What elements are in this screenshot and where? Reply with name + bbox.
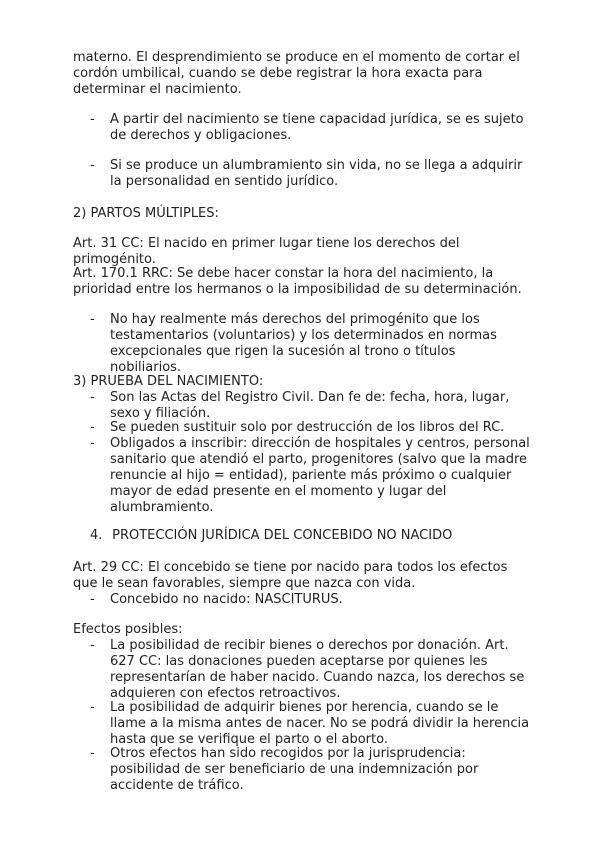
bullet-item: [90, 700, 530, 748]
art170-paragraph: Art. 170.1 RRC: Se debe hacer constar la hora del nacimiento, la prioridad entre los hermanos o la imposibilidad de su determinación.: [73, 266, 522, 297]
bullet-dash: -: [90, 420, 95, 435]
section-heading-proteccion: [90, 528, 452, 544]
bullet-dash: -: [90, 592, 95, 607]
bullet-dash: -: [90, 112, 95, 127]
bullet-item: [90, 420, 530, 436]
bullet-text: Si se produce un alumbramiento sin vida, no se llega a adquirir la personalidad en sentido jurídico.: [110, 158, 523, 189]
bullet-item: [90, 112, 530, 144]
section-number: 4.: [90, 528, 103, 543]
bullet-item: [90, 312, 530, 376]
bullet-item: [90, 746, 530, 794]
bullet-text: La posibilidad de recibir bienes o derechos por donación. Art. 627 CC: las donaciones pueden aceptarse por quienes les representarían de haber nacido. Cuando nazca, los derechos se adquieren con efectos retroactivos.: [110, 638, 525, 701]
bullet-item: [90, 638, 530, 702]
bullet-item: [90, 390, 530, 422]
bullet-text: La posibilidad de adquirir bienes por herencia, cuando se le llame a la misma antes de nacer. No se podrá dividir la herencia hasta que se verifique el parto o el aborto.: [110, 700, 530, 747]
bullet-dash: -: [90, 390, 95, 405]
art29-paragraph: Art. 29 CC: El concebido se tiene por nacido para todos los efectos que le sean favorables, siempre que nazca con vida.: [73, 560, 508, 591]
bullet-dash: -: [90, 700, 95, 715]
bullet-item: [90, 436, 530, 516]
section-heading-partos: 2) PARTOS MÚLTIPLES:: [73, 206, 219, 221]
bullet-dash: -: [90, 638, 95, 653]
bullet-text: Obligados a inscribir: dirección de hospitales y centros, personal sanitario que atendió el parto, progenitores (salvo que la madre renuncie al hijo = entidad), pariente más próximo o cualquier mayor de edad presente en el momento y lugar del alumbramiento.: [110, 436, 530, 515]
bullet-dash: -: [90, 312, 95, 327]
bullet-text: Otros efectos han sido recogidos por la jurisprudencia: posibilidad de ser beneficiario de una indemnización por accidente de tráfico.: [110, 746, 479, 793]
bullet-text: A partir del nacimiento se tiene capacidad jurídica, se es sujeto de derechos y obligaciones.: [110, 112, 524, 143]
bullet-text: No hay realmente más derechos del primogénito que los testamentarios (voluntarios) y los determinados en normas excepcionales que rigen la sucesión al trono o títulos nobiliarios.: [110, 312, 497, 375]
efectos-label: Efectos posibles:: [73, 622, 183, 637]
bullet-item: [90, 158, 530, 190]
art31-paragraph: Art. 31 CC: El nacido en primer lugar tiene los derechos del primogénito.: [73, 236, 460, 267]
bullet-item: [90, 592, 530, 608]
section-title: PROTECCIÓN JURÍDICA DEL CONCEBIDO NO NACIDO: [112, 528, 453, 543]
intro-paragraph: materno. El desprendimiento se produce en el momento de cortar el cordón umbilical, cuando se debe registrar la hora exacta para determinar el nacimiento.: [73, 50, 520, 97]
bullet-dash: -: [90, 158, 95, 173]
bullet-text: Concebido no nacido: NASCITURUS.: [110, 592, 343, 607]
bullet-dash: -: [90, 436, 95, 451]
bullet-text: Se pueden sustituir solo por destrucción de los libros del RC.: [110, 420, 505, 435]
bullet-dash: -: [90, 746, 95, 761]
section-heading-prueba: 3) PRUEBA DEL NACIMIENTO:: [73, 374, 264, 389]
bullet-text: Son las Actas del Registro Civil. Dan fe de: fecha, hora, lugar, sexo y filiación.: [110, 390, 510, 421]
